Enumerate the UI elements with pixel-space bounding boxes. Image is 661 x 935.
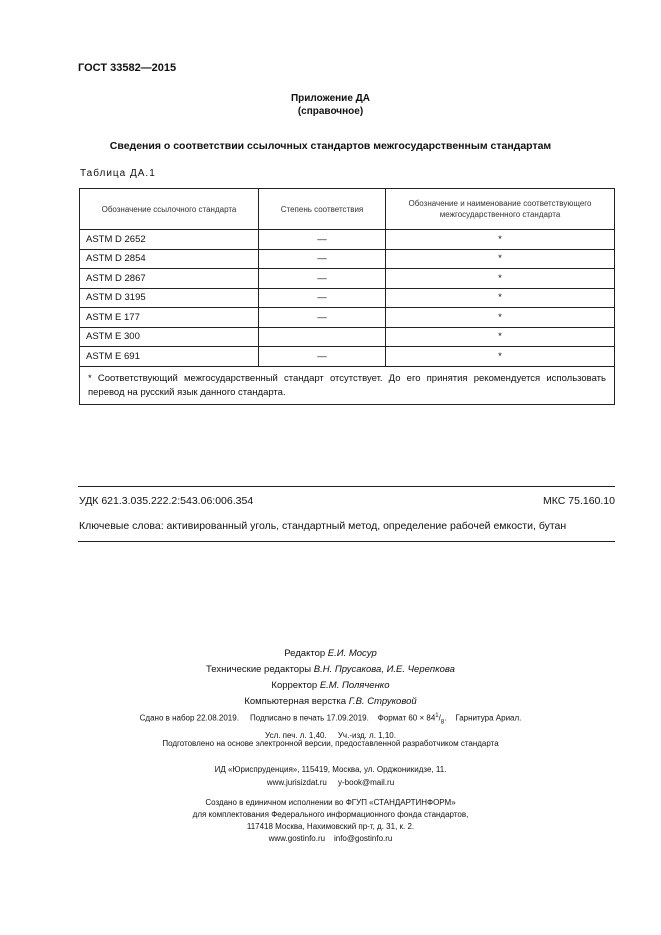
table-row (80, 249, 615, 269)
table-label: Таблица ДА.1 (80, 168, 156, 179)
divider-top (78, 486, 615, 487)
std-site[interactable]: www.gostinfo.ru (268, 834, 326, 843)
table-row (80, 269, 615, 289)
annex-title: Приложение ДА (290, 93, 371, 104)
cell-interstate: * (386, 347, 615, 367)
cell-ref: ASTM D 2867 (80, 269, 259, 289)
publisher-email[interactable]: y-book@mail.ru (338, 778, 395, 787)
publisher-info (0, 763, 661, 789)
publisher-address: ИД «Юриспруденция», 115419, Москва, ул. Орджоникидзе, 11. (214, 765, 447, 774)
cell-ref: ASTM E 300 (80, 327, 259, 347)
credit-tech-editors: Технические редакторы В.Н. Прусакова, И.Е. Черепкова (206, 664, 455, 675)
cell-degree: — (259, 308, 386, 328)
annex-block (0, 92, 661, 118)
std-line-3: 117418 Москва, Нахимовский пр-т, д. 31, к. 2. (246, 822, 415, 831)
std-line-2: для комплектования Федерального информационного фонда стандартов, (192, 810, 469, 819)
table-row (80, 327, 615, 347)
table-footnote: * Соответствующий межгосударственный стандарт отсутствует. До его принятия рекомендуется использовать перевод на русский язык данного стандарта. (80, 366, 615, 404)
annex-subtitle: (справочное) (297, 106, 364, 117)
credit-editor: Редактор Е.И. Мосур (284, 648, 377, 659)
cell-degree: — (259, 288, 386, 308)
table-note-row (80, 366, 615, 404)
print-line-2: Усл. печ. л. 1,40. Уч.-изд. л. 1,10. (265, 731, 396, 741)
udk-code: УДК 621.3.035.222.2:543.06:006.354 (79, 495, 254, 507)
table-row (80, 347, 615, 367)
std-line-1: Создано в единичном исполнении во ФГУП «СТАНДАРТИНФОРМ» (205, 798, 456, 807)
print-line-1: Сдано в набор 22.08.2019. Подписано в печать 17.09.2019. Формат $60 \times 84^1/_8$. Гарнитура Ариал. (139, 713, 522, 726)
table-row (80, 308, 615, 328)
divider-bottom (78, 541, 615, 542)
std-contacts (0, 833, 661, 845)
publisher-site[interactable]: www.jurisizdat.ru (266, 778, 327, 787)
table-row (80, 288, 615, 308)
table-header-row (80, 189, 615, 230)
correspondence-table (79, 188, 615, 405)
cell-ref: ASTM E 177 (80, 308, 259, 328)
cell-degree: — (259, 230, 386, 250)
publisher-contacts (0, 776, 661, 789)
cell-interstate: * (386, 288, 615, 308)
table-row (80, 230, 615, 250)
std-email[interactable]: info@gostinfo.ru (333, 834, 393, 843)
mks-code: МКС 75.160.10 (543, 495, 615, 507)
cell-interstate: * (386, 269, 615, 289)
cell-interstate: * (386, 327, 615, 347)
standartinform-info (0, 797, 661, 845)
credits-block (0, 646, 661, 710)
keywords: Ключевые слова: активированный уголь, стандартный метод, определение рабочей емкости, бутан (79, 520, 567, 532)
col-header-interstate: Обозначение и наименование соответствующего межгосударственного стандарта (386, 189, 615, 230)
prepared-note: Подготовлено на основе электронной версии, предоставленной разработчиком стандарта (162, 739, 499, 748)
cell-interstate: * (386, 308, 615, 328)
cell-interstate: * (386, 230, 615, 250)
credit-layout: Компьютерная верстка Г.В. Струковой (244, 696, 417, 707)
credit-corrector: Корректор Е.М. Поляченко (271, 680, 390, 691)
print-info (0, 710, 661, 742)
cell-ref: ASTM D 2854 (80, 249, 259, 269)
cell-ref: ASTM E 691 (80, 347, 259, 367)
document-code: ГОСТ 33582—2015 (78, 62, 177, 74)
cell-degree: — (259, 249, 386, 269)
cell-degree: — (259, 269, 386, 289)
cell-interstate: * (386, 249, 615, 269)
section-heading: Сведения о соответствии ссылочных стандартов межгосударственным стандартам (109, 140, 552, 152)
col-header-ref: Обозначение ссылочного стандарта (80, 189, 259, 230)
cell-ref: ASTM D 2652 (80, 230, 259, 250)
cell-degree (259, 327, 386, 347)
cell-degree: — (259, 347, 386, 367)
col-header-degree: Степень соответствия (259, 189, 386, 230)
cell-ref: ASTM D 3195 (80, 288, 259, 308)
